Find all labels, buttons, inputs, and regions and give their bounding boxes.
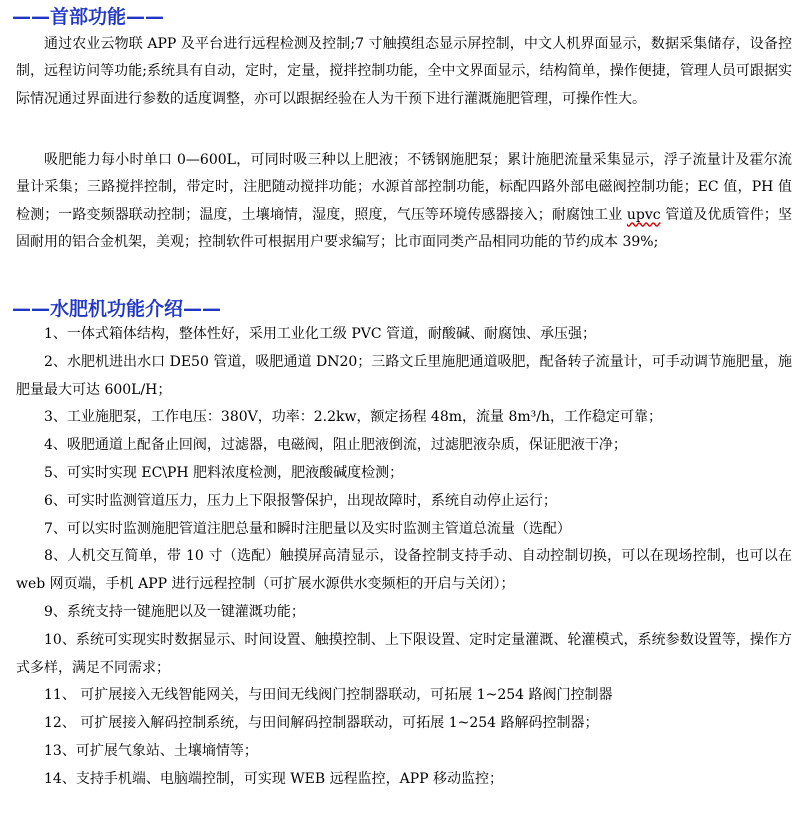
feature-item-6: 6、可实时监测管道压力，压力上下限报警保护，出现故障时，系统自动停止运行； bbox=[44, 492, 557, 509]
feature-item-2: 2、水肥机进出水口 DE50 管道，吸肥通道 DN20；三路文丘里施肥通道吸肥，配备转子流量计，可手动调节施肥量，施肥量最大可达 600L/H； bbox=[16, 353, 792, 398]
intro-paragraph-2-after: 管道及优质管件；坚固耐用的铝合金机架，美观；控制软件可根据用户要求编写；比市面同类产品相同功能的节约成本 39%; bbox=[16, 206, 793, 251]
spellcheck-underlined-word: upvc bbox=[626, 206, 661, 223]
intro-paragraph-2-before: 吸肥能力每小时单口 0—600L，可同时吸三种以上肥液；不锈钢施肥泵；累计施肥流量采集显示，浮子流量计及霍尔流量计采集；三路搅拌控制，带定时，注肥随动搅拌功能；水源首部控制功能，标配四路外部电磁阀控制功能；EC 值，PH 值检测；一路变频器联动控制；温度，土壤墒情，湿度，照度，气压等环境传感器接入；耐腐蚀工业 bbox=[16, 152, 792, 223]
feature-item-8: 8、人机交互简单，带 10 寸（选配）触摸屏高清显示，设备控制支持手动、自动控制切换，可以在现场控制，也可以在 web 网页端，手机 APP 进行远程控制（可扩展水源供水变频柜的开启与关闭）； bbox=[16, 548, 792, 593]
feature-item-5: 5、可实时实现 EC\PH 肥料浓度检测，肥液酸碱度检测； bbox=[44, 464, 404, 481]
feature-item-14: 14、支持手机端、电脑端控制，可实现 WEB 远程监控，APP 移动监控； bbox=[44, 770, 504, 787]
feature-list bbox=[16, 321, 792, 794]
feature-item-11: 11、 可扩展接入无线智能网关，与田间无线阀门控制器联动，可拓展 1~254 路阀门控制器 bbox=[44, 687, 613, 704]
section-heading-fertigation-features: ——水肥机功能介绍—— bbox=[12, 298, 222, 320]
feature-item-12: 12、 可扩展接入解码控制系统，与田间解码控制器联动，可拓展 1~254 路解码控制器； bbox=[44, 715, 599, 732]
feature-item-4: 4、吸肥通道上配备止回阀，过滤器，电磁阀，阻止肥液倒流，过滤肥液杂质，保证肥液干净； bbox=[44, 437, 627, 454]
feature-item-10: 10、系统可实现实时数据显示、时间设置、触摸控制、上下限设置、定时定量灌溉、轮灌模式，系统参数设置等，操作方式多样，满足不同需求； bbox=[16, 631, 792, 676]
feature-item-13: 13、可扩展气象站、土壤墒情等； bbox=[44, 742, 258, 759]
feature-item-9: 9、系统支持一键施肥以及一键灌溉功能； bbox=[44, 603, 305, 620]
section-heading-head-functions: ——首部功能—— bbox=[12, 6, 165, 28]
feature-item-1: 1、一体式箱体结构，整体性好，采用工业化工级 PVC 管道，耐酸碱、耐腐蚀、承压强； bbox=[44, 326, 597, 342]
feature-item-3: 3、工业施肥泵，工作电压：380V，功率：2.2kw，额定扬程 48m，流量 8m³/h，工作稳定可靠； bbox=[44, 409, 662, 426]
feature-item-7: 7、可以实时监测施肥管道注肥总量和瞬时注肥量以及实时监测主管道总流量（选配） bbox=[44, 520, 571, 537]
intro-paragraph-2 bbox=[16, 147, 792, 257]
intro-paragraph-1: 通过农业云物联 APP 及平台进行远程检测及控制;7 寸触摸组态显示屏控制，中文人机界面显示，数据采集储存，设备控制，远程访问等功能;系统具有自动，定时，定量，搅拌控制功能，全中文界面显示，结构简单，操作便捷，管理人员可跟据实际情况通过界面进行参数的适度调整，亦可以跟据经验在人为干预下进行灌溉施肥管理，可操作性大。 bbox=[16, 36, 792, 107]
